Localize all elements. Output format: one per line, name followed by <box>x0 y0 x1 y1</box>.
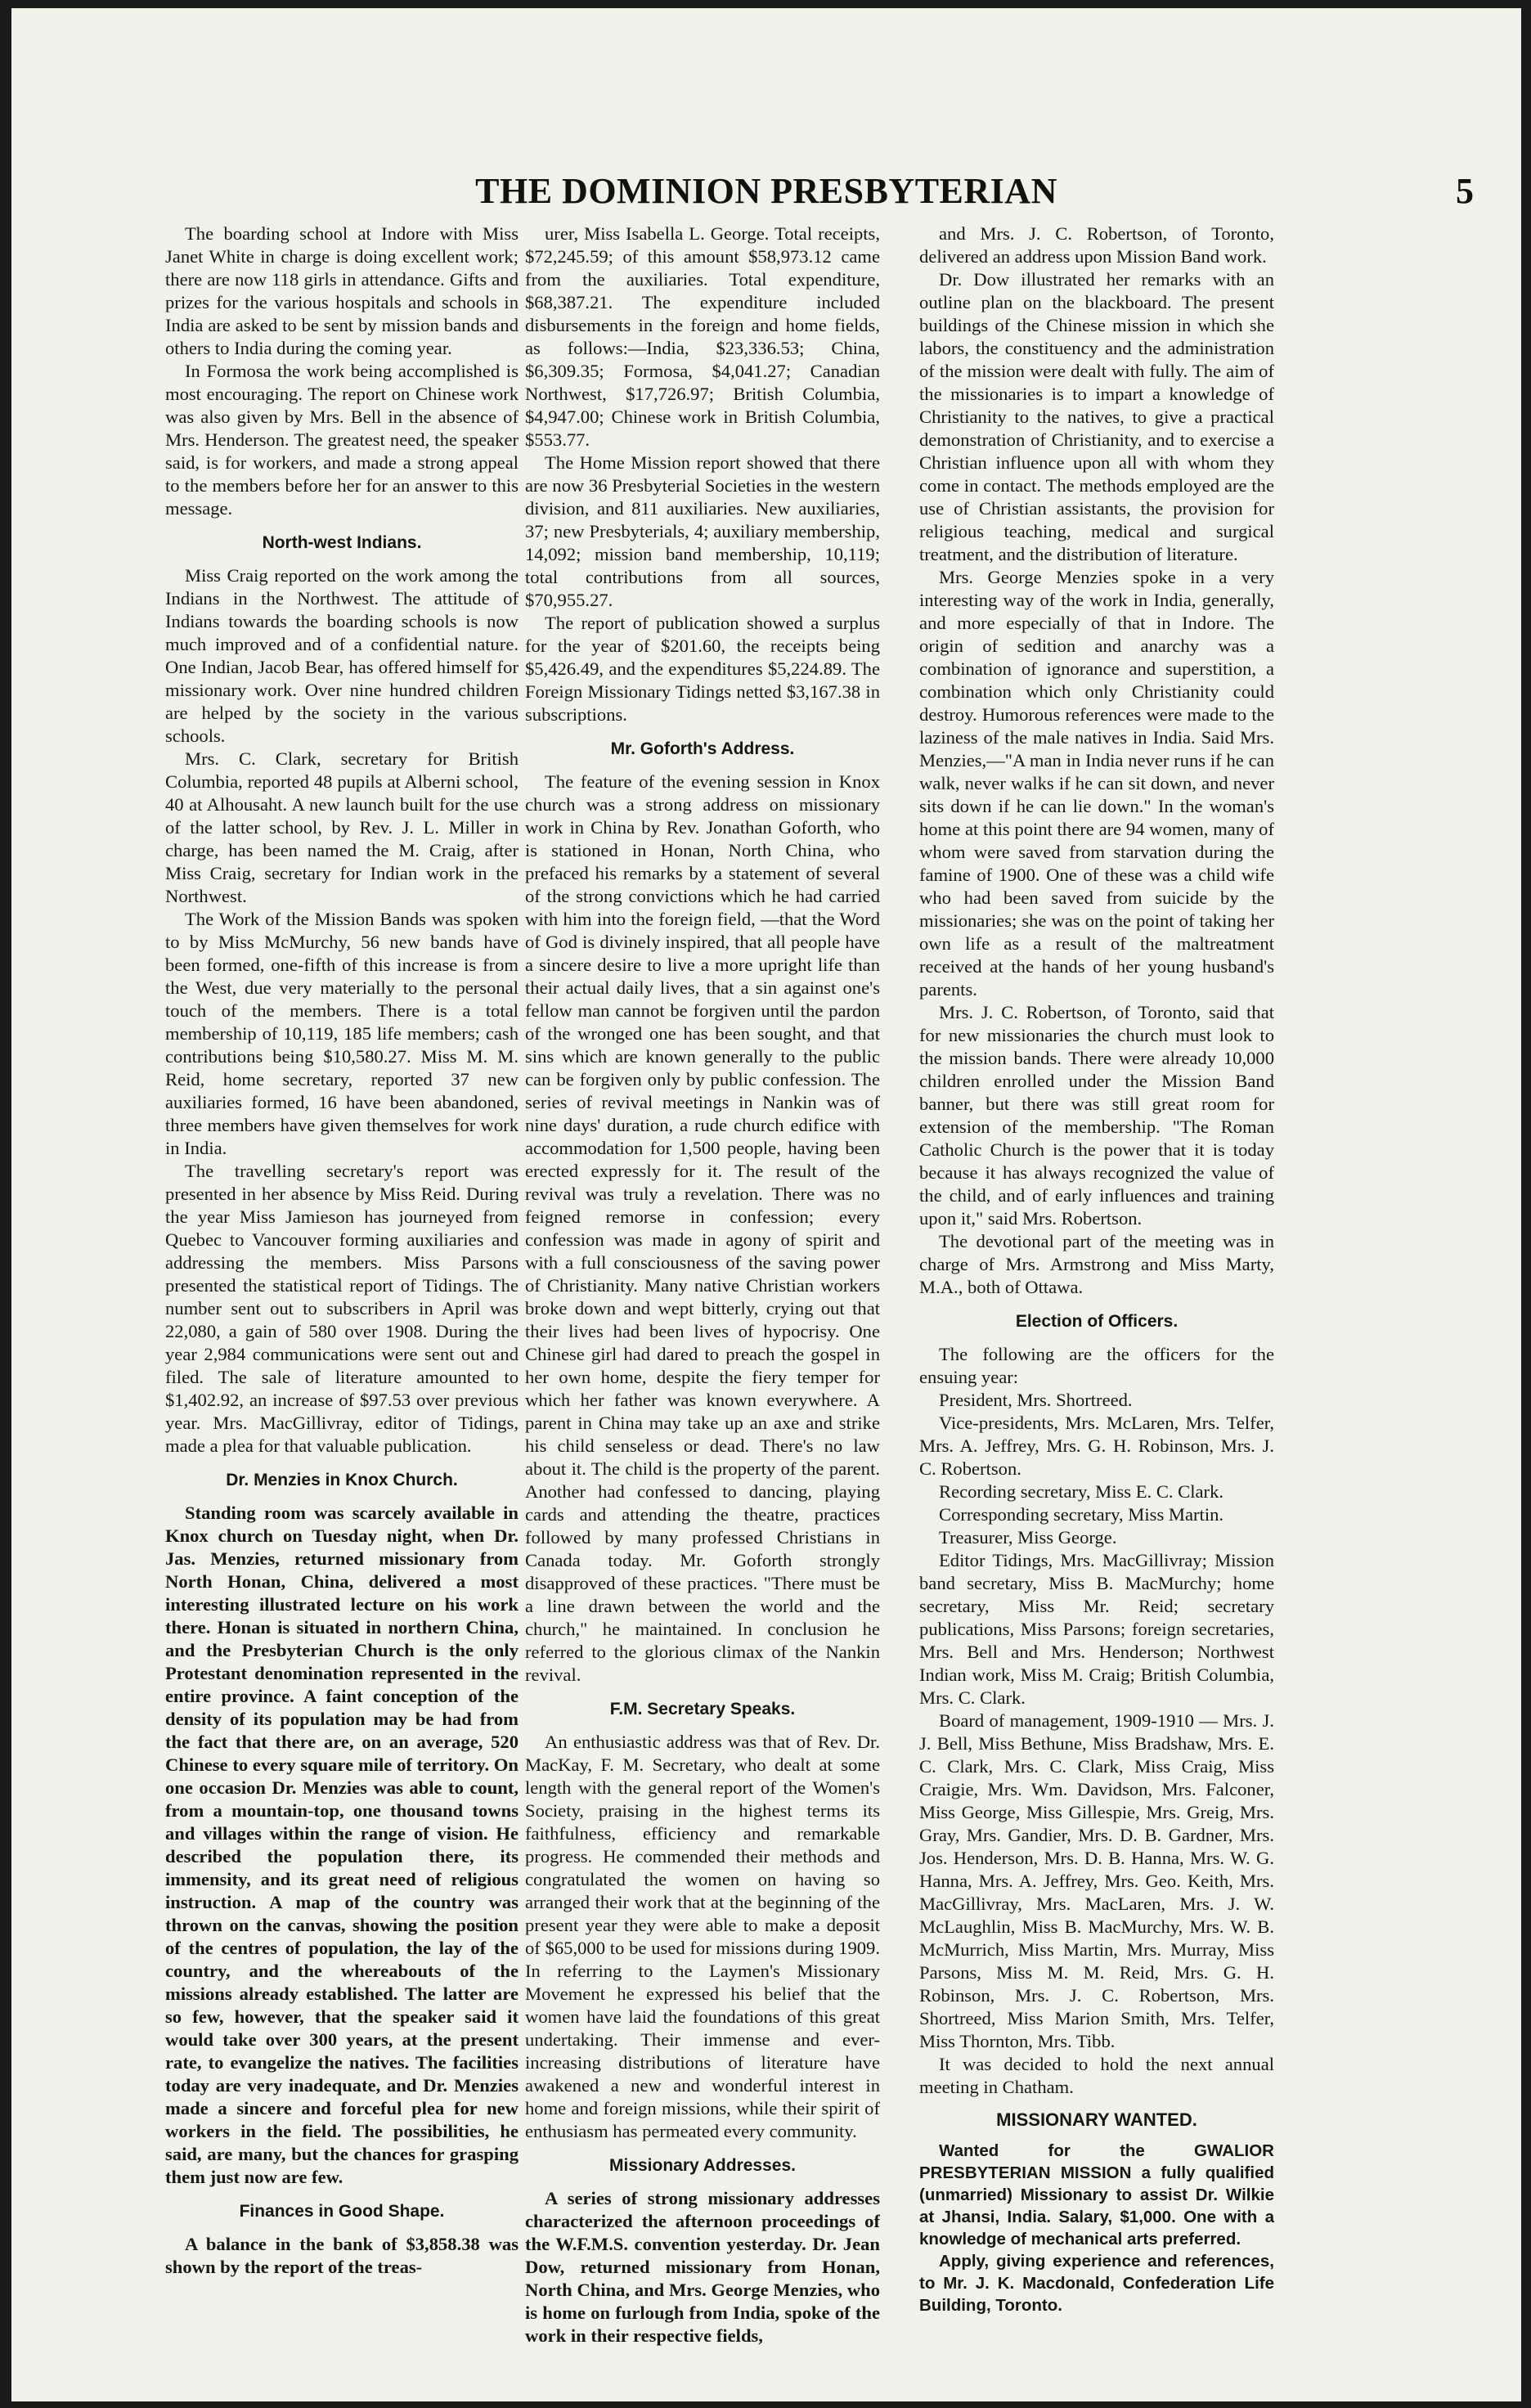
section-heading: Election of Officers. <box>1015 1312 1179 1331</box>
column-1 <box>165 222 519 2382</box>
paragraph: In Formosa the work being accomplished is most encouraging. The report on Chinese work was also given by Mrs. Bell in the absence of Mrs. Henderson. The greatest need, the speaker said, is for workers, and made a strong appeal to the members before her for an answer to this message. <box>165 361 519 519</box>
masthead <box>11 168 1521 219</box>
advertisement-heading: MISSIONARY WANTED. <box>996 2109 1197 2130</box>
section-heading: Finances in Good Shape. <box>239 2202 445 2221</box>
column-2 <box>525 222 880 2382</box>
paragraph: Miss Craig reported on the work among the Indians in the Northwest. The attitude of Indians towards the boarding schools is now much improved and of a confidential nature. One Indian, Jacob Bear, has offered himself for missionary work. Over nine hundred children are helped by the society in the various schools. <box>165 565 519 746</box>
paragraph: Treasurer, Miss George. <box>939 1527 1117 1548</box>
section-heading: Missionary Addresses. <box>609 2156 796 2175</box>
paragraph: Corresponding secretary, Miss Martin. <box>939 1504 1224 1525</box>
paragraph: An enthusiastic address was that of Rev. Dr. MacKay, F. M. Secretary, who dealt at some length with the general report of the Women's Society, praising in the highest terms its faithfulness, efficiency and remarkable progress. He commended their methods and congratulated the women on having so arranged their work that at the beginning of the present year they were able to make a deposit of $65,000 to be used for missions during 1909. In referring to the Laymen's Missionary Movement he expressed his belief that the women have laid the foundations of this great undertaking. Their immense and ever-increasing distributions of literature have awakened a new and wonderful interest in home and foreign missions, while their spirit of enthusiasm has permeated every community. <box>525 1732 880 2141</box>
paragraph: Board of management, 1909-1910 — Mrs. J. J. Bell, Miss Bethune, Miss Bradshaw, Mrs. E. C. Clark, Mrs. C. Clark, Miss Craig, Miss Craigie, Mrs. Wm. Davidson, Mrs. Falconer, Miss George, Miss Gillespie, Mrs. Greig, Mrs. Gray, Mrs. Gandier, Mrs. D. B. Gardner, Mrs. Jos. Henderson, Mrs. D. B. Hanna, Mrs. W. G. Hanna, Mrs. A. Jeffrey, Mrs. Geo. Keith, Mrs. MacGillivray, Mrs. MacLaren, Mrs. J. W. McLaughlin, Miss B. MacMurchy, Mrs. W. B. McMurrich, Miss Martin, Mrs. Murray, Miss Parsons, Miss M. M. Reid, Mrs. G. H. Robinson, Mrs. J. C. Robertson, Mrs. Shortreed, Miss Marion Smith, Mrs. Telfer, Miss Thornton, Mrs. Tibb. <box>919 1710 1274 2051</box>
section-heading: North-west Indians. <box>262 533 422 552</box>
paragraph: The feature of the evening session in Knox church was a strong address on missionary work in China by Rev. Jonathan Goforth, who is stationed in Honan, North China, who prefaced his remarks by a statement of several of the strong convictions which he had carried with him into the foreign field, —that the Word of God is divinely inspired, that all people have a sincere desire to live a more upright life than their actual daily lives, that a sin against one's fellow man cannot be forgiven until the pardon of the wronged one has been sought, and that sins which are known generally to the public can be forgiven only by public confession. The series of revival meetings in Nankin was of nine days' duration, a rude church edifice with accommodation for 1,500 people, having been erected expressly for it. The result of the revival was truly a revelation. There was no feigned remorse in confession; every confession was made in agony of spirit and with a full consciousness of the saving power of Christianity. Many native Christian workers broke down and wept bitterly, crying out that their lives had been lives of hypocrisy. One Chinese girl had dared to preach the gospel in her own home, despite the fiery temper for which her father was known everywhere. A parent in China may take up an axe and strike his child senseless or dead. There's no law about it. The child is the property of the parent. Another had confessed to dancing, playing cards and attending the theatre, practices followed by many professed Christians in Canada today. Mr. Goforth strongly disapproved of these practices. "There must be a line drawn between the world and the church," he maintained. In conclusion he referred to the glorious climax of the Nankin revival. <box>525 771 880 1685</box>
paragraph: Mrs. George Menzies spoke in a very interesting way of the work in India, generally, and more especially of that in Indore. The origin of sedition and anarchy was a combination of ignorance and superstition, a combination which only Christianity could destroy. Humorous references were made to the laziness of the male natives in India. Said Mrs. Menzies,—"A man in India never runs if he can walk, never walks if he can sit down, and never sits down if he can lie down." In the woman's home at this point there are 94 women, many of whom were saved from starvation during the famine of 1900. One of these was a child wife who had been saved from suicide by the missionaries; she was on the point of taking her own life as a result of the maltreatment received at the hands of her young husband's parents. <box>919 567 1274 1000</box>
paragraph: Recording secretary, Miss E. C. Clark. <box>939 1481 1224 1502</box>
page-number: 5 <box>1456 171 1474 211</box>
column-3 <box>919 222 1274 2382</box>
paragraph: Mrs. J. C. Robertson, of Toronto, said that for new missionaries the church must look to the mission bands. There were already 10,000 children enrolled under the Mission Band banner, but there was still great room for extension of the membership. "The Roman Catholic Church is the power that it is today because it has always recognized the value of the child, and of early influences and training upon it," said Mrs. Robertson. <box>919 1002 1274 1229</box>
section-heading: F.M. Secretary Speaks. <box>609 1700 796 1718</box>
paragraph: The report of publication showed a surplus for the year of $201.60, the receipts being $5,426.49, and the expenditures $5,224.89. The Foreign Missionary Tidings netted $3,167.38 in subscriptions. <box>525 613 880 725</box>
section-heading: Mr. Goforth's Address. <box>610 739 795 758</box>
paragraph: A series of strong missionary addresses characterized the afternoon proceedings of the W.F.M.S. convention yesterday. Dr. Jean Dow, returned missionary from Honan, North China, and Mrs. George Menzies, who is home on furlough from India, spoke of the work in their respective fields, <box>525 2188 880 2346</box>
paragraph: It was decided to hold the next annual meeting in Chatham. <box>919 2054 1274 2097</box>
newspaper-page <box>11 8 1521 2401</box>
advertisement-text: Wanted for the GWALIOR PRESBYTERIAN MISSION a fully qualified (unmarried) Missionary to assist Dr. Wilkie at Jhansi, India. Salary, $1,000. One with a knowledge of mechanical arts preferred. <box>919 2141 1274 2249</box>
paragraph: The Work of the Mission Bands was spoken to by Miss McMurchy, 56 new bands have been formed, one-fifth of this increase is from the West, due very materially to the personal touch of the members. There is a total membership of 10,119, 185 life members; cash contributions being $10,580.27. Miss M. M. Reid, home secretary, reported 37 new auxiliaries formed, 16 have been abandoned, three members have given themselves for work in India. <box>165 909 519 1158</box>
paragraph: Editor Tidings, Mrs. MacGillivray; Mission band secretary, Miss B. MacMurchy; home secretary, Miss Mr. Reid; secretary publications, Miss Parsons; foreign secretaries, Mrs. Bell and Mrs. Henderson; Northwest Indian work, Miss M. Craig; British Columbia, Mrs. C. Clark. <box>919 1550 1274 1708</box>
paragraph: Vice-presidents, Mrs. McLaren, Mrs. Telfer, Mrs. A. Jeffrey, Mrs. G. H. Robinson, Mrs. J. C. Robertson. <box>919 1413 1274 1479</box>
paragraph: Dr. Dow illustrated her remarks with an outline plan on the blackboard. The present buildings of the Chinese mission in which she labors, the constituency and the administration of the mission were dealt with fully. The aim of the missionaries is to impart a knowledge of Christianity to the natives, to give a practical demonstration of Christianity, and to exercise a Christian influence upon all with whom they come in contact. The methods employed are the use of Christian assistants, the provision for religious teaching, medical and surgical treatment, and the distribution of literature. <box>919 269 1274 564</box>
paragraph: Standing room was scarcely available in Knox church on Tuesday night, when Dr. Jas. Menzies, returned missionary from North Honan, China, delivered a most interesting illustrated lecture on his work there. Honan is situated in northern China, and the Presbyterian Church is the only Protestant denomination represented in the entire province. A faint conception of the density of its population may be had from the fact that there are, on an average, 520 Chinese to every square mile of territory. On one occasion Dr. Menzies was able to count, from a mountain-top, one thousand towns and villages within the range of vision. He described the population there, its immensity, and its great need of religious instruction. A map of the country was thrown on the canvas, showing the position of the centres of population, the lay of the country, and the whereabouts of the missions already established. The latter are so few, however, that the speaker said it would take over 300 years, at the present rate, to evangelize the natives. The facilities today are very inadequate, and Dr. Menzies made a sincere and forceful plea for new workers in the field. The possibilities, he said, are many, but the chances for grasping them just now are few. <box>165 1503 519 2187</box>
paragraph: The travelling secretary's report was presented in her absence by Miss Reid. During the year Miss Jamieson has journeyed from Quebec to Vancouver forming auxiliaries and addressing the members. Miss Parsons presented the statistical report of Tidings. The number sent out to subscribers in April was 22,080, a gain of 580 over 1908. During the year 2,984 communications were sent out and filed. The sale of literature amounted to $1,402.92, an increase of $97.53 over previous year. Mrs. MacGillivray, editor of Tidings, made a plea for that valuable publication. <box>165 1161 519 1456</box>
paragraph: The Home Mission report showed that there are now 36 Presbyterial Societies in the western division, and 811 auxiliaries. New auxiliaries, 37; new Presbyterials, 4; auxiliary membership, 14,092; mission band membership, 10,119; total contributions from all sources, $70,955.27. <box>525 452 880 610</box>
paragraph: The devotional part of the meeting was in charge of Mrs. Armstrong and Miss Marty, M.A., both of Ottawa. <box>919 1231 1274 1297</box>
paragraph: President, Mrs. Shortreed. <box>939 1390 1133 1410</box>
paragraph: and Mrs. J. C. Robertson, of Toronto, delivered an address upon Mission Band work. <box>919 223 1274 267</box>
paragraph: A balance in the bank of $3,858.38 was shown by the report of the treas- <box>165 2234 519 2277</box>
paragraph: The boarding school at Indore with Miss Janet White in charge is doing excellent work; there are now 118 girls in attendance. Gifts and prizes for the various hospitals and schools in India are asked to be sent by mission bands and others to India during the coming year. <box>165 223 519 358</box>
advertisement-text: Apply, giving experience and references, to Mr. J. K. Macdonald, Confederation Life Building, Toronto. <box>919 2252 1274 2315</box>
publication-title: THE DOMINION PRESBYTERIAN <box>475 171 1057 211</box>
paragraph: The following are the officers for the ensuing year: <box>919 1344 1274 1387</box>
paragraph: urer, Miss Isabella L. George. Total receipts, $72,245.59; of this amount $58,973.12 came from the auxiliaries. Total expenditure, $68,387.21. The expenditure included disbursements in the foreign and home fields, as follows:—India, $23,336.53; China, $6,309.35; Formosa, $4,041.27; Canadian Northwest, $17,726.97; British Columbia, $4,947.00; Chinese work in British Columbia, $553.77. <box>525 223 880 450</box>
paragraph: Mrs. C. Clark, secretary for British Columbia, reported 48 pupils at Alberni school, 40 at Alhousaht. A new launch built for the use of the latter school, by Rev. J. L. Miller in charge, has been named the M. Craig, after Miss Craig, secretary for Indian work in the Northwest. <box>165 748 519 906</box>
section-heading: Dr. Menzies in Knox Church. <box>226 1471 458 1489</box>
